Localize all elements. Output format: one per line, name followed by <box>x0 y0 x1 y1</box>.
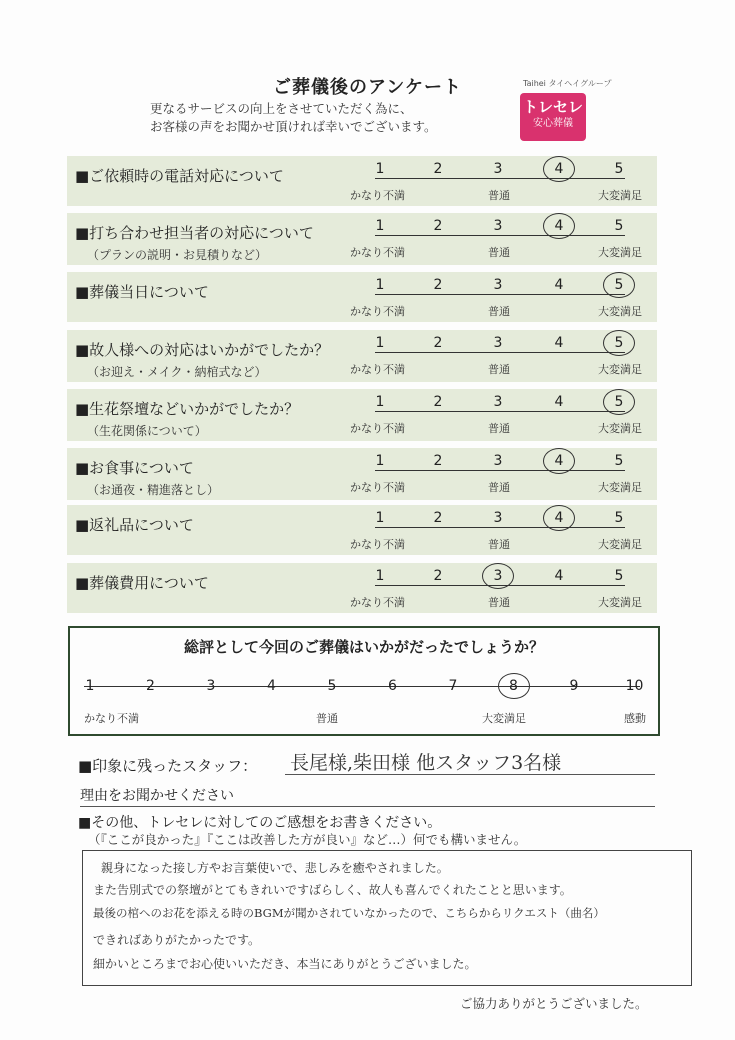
scale-label-mid: 普通 <box>488 596 510 609</box>
scale-number-3[interactable]: 3 <box>493 453 503 469</box>
comment-line-3: 最後の棺へのお花を添える時のBGMが聞かされていなかったので、こちらからリクエスト（曲名） <box>93 906 605 920</box>
overall-label-mid: 普通 <box>316 712 338 725</box>
logo-group-text: Taihei タイヘイグループ <box>523 79 612 88</box>
question-row <box>67 213 657 265</box>
scale-number-4[interactable]: 4 <box>554 568 564 584</box>
logo-main-text: トレセレ <box>522 98 583 116</box>
comment-box <box>82 850 692 986</box>
selected-rating-circle <box>482 563 514 589</box>
scale-label-high: 大変満足 <box>598 363 642 376</box>
scale-line <box>375 411 625 412</box>
scale-line <box>375 235 625 236</box>
overall-number-4[interactable]: 4 <box>267 678 276 694</box>
scale-number-1[interactable]: 1 <box>375 394 385 410</box>
scale-number-4[interactable]: 4 <box>554 277 564 293</box>
selected-rating-circle <box>603 389 635 415</box>
question-label: ■打ち合わせ担当者の対応について <box>75 224 314 242</box>
selected-rating-circle <box>603 330 635 356</box>
scale-number-3[interactable]: 3 <box>493 568 503 584</box>
scale-label-low: かなり不満 <box>350 422 405 435</box>
scale-number-4[interactable]: 4 <box>554 161 564 177</box>
logo-badge <box>520 93 586 141</box>
scale-label-low: かなり不満 <box>350 538 405 551</box>
overall-number-1[interactable]: 1 <box>85 678 95 694</box>
question-row <box>67 389 657 441</box>
comment-line-4: できればありがたかったです。 <box>93 933 261 947</box>
scale-number-2[interactable]: 2 <box>433 277 443 293</box>
overall-label-top: 感動 <box>624 712 646 725</box>
scale-label-mid: 普通 <box>488 305 510 318</box>
scale-number-2[interactable]: 2 <box>433 218 443 234</box>
overall-number-6[interactable]: 6 <box>388 678 397 694</box>
scale-number-2[interactable]: 2 <box>433 394 443 410</box>
scale-number-1[interactable]: 1 <box>375 568 385 584</box>
question-row <box>67 330 657 382</box>
scale-number-5[interactable]: 5 <box>614 218 624 234</box>
scale-label-mid: 普通 <box>488 246 510 259</box>
other-sub: （『ここが良かった』『ここは改善した方が良い』など…）何でも構いません。 <box>88 832 527 847</box>
scale-number-4[interactable]: 4 <box>554 510 564 526</box>
question-label: ■生花祭壇などいかがでしたか？ <box>75 400 300 418</box>
question-sub: （お迎え・メイク・納棺式など） <box>87 365 267 379</box>
question-row <box>67 448 657 500</box>
closing-thanks: ご協力ありがとうございました。 <box>460 996 648 1011</box>
scale-number-5[interactable]: 5 <box>614 277 624 293</box>
question-sub: （生花関係について） <box>87 424 207 438</box>
selected-rating-circle <box>543 448 575 474</box>
overall-number-3[interactable]: 3 <box>206 678 216 694</box>
other-label: ■その他、トレセレに対してのご感想をお書きください。 <box>78 815 442 831</box>
scale-number-4[interactable]: 4 <box>554 394 564 410</box>
overall-number-10[interactable]: 10 <box>625 678 644 694</box>
question-label: ■葬儀当日について <box>75 283 209 301</box>
overall-title: 総評として今回のご葬儀はいかがだったでしょうか？ <box>183 638 544 656</box>
scale-line <box>375 470 625 471</box>
scale-label-mid: 普通 <box>488 481 510 494</box>
reason-label: 理由をお聞かせください <box>80 788 234 804</box>
reason-underline <box>80 806 655 807</box>
question-row <box>67 156 657 206</box>
scale-number-4[interactable]: 4 <box>554 218 564 234</box>
page-title: ご葬儀後のアンケート <box>273 77 462 98</box>
question-row <box>67 563 657 613</box>
overall-label-low: かなり不満 <box>84 712 139 725</box>
scale-number-5[interactable]: 5 <box>614 335 624 351</box>
selected-rating-circle <box>543 505 575 531</box>
scale-number-5[interactable]: 5 <box>614 161 624 177</box>
scale-line <box>375 294 625 295</box>
scale-number-2[interactable]: 2 <box>433 453 443 469</box>
scale-number-1[interactable]: 1 <box>375 335 385 351</box>
scale-label-low: かなり不満 <box>350 189 405 202</box>
question-row <box>67 272 657 322</box>
scale-number-4[interactable]: 4 <box>554 335 564 351</box>
scale-label-high: 大変満足 <box>598 481 642 494</box>
question-sub: （お通夜・精進落とし） <box>87 483 220 497</box>
overall-label-high: 大変満足 <box>482 712 526 725</box>
scale-label-high: 大変満足 <box>598 305 642 318</box>
scale-number-3[interactable]: 3 <box>493 277 503 293</box>
scale-line <box>375 178 625 179</box>
scale-label-mid: 普通 <box>488 538 510 551</box>
scale-number-3[interactable]: 3 <box>493 394 503 410</box>
scale-number-3[interactable]: 3 <box>493 161 503 177</box>
staff-label: ■印象に残ったスタッフ： <box>78 757 258 775</box>
scale-number-1[interactable]: 1 <box>375 453 385 469</box>
scale-label-low: かなり不満 <box>350 305 405 318</box>
scale-label-high: 大変満足 <box>598 422 642 435</box>
scale-label-high: 大変満足 <box>598 596 642 609</box>
scale-label-low: かなり不満 <box>350 596 405 609</box>
overall-selected-circle <box>498 673 530 699</box>
selected-rating-circle <box>543 213 575 239</box>
scale-number-3[interactable]: 3 <box>493 218 503 234</box>
overall-number-5[interactable]: 5 <box>327 678 337 694</box>
scale-label-mid: 普通 <box>488 422 510 435</box>
question-label: ■ご依頼時の電話対応について <box>75 167 284 185</box>
brand-logo <box>520 78 612 144</box>
scale-label-high: 大変満足 <box>598 538 642 551</box>
intro-line-2: お客様の声をお聞かせ頂ければ幸いでございます。 <box>150 119 437 134</box>
scale-number-4[interactable]: 4 <box>554 453 564 469</box>
question-label: ■葬儀費用について <box>75 574 209 592</box>
overall-scale-line <box>84 686 640 687</box>
scale-number-5[interactable]: 5 <box>614 510 624 526</box>
overall-number-2[interactable]: 2 <box>146 678 155 694</box>
scale-number-2[interactable]: 2 <box>433 568 443 584</box>
scale-number-1[interactable]: 1 <box>375 510 385 526</box>
logo-group <box>520 78 612 89</box>
overall-number-8[interactable]: 8 <box>509 678 518 694</box>
scale-label-low: かなり不満 <box>350 246 405 259</box>
question-sub: （プランの説明・お見積りなど） <box>87 248 268 262</box>
scale-label-low: かなり不満 <box>350 363 405 376</box>
overall-rating-box <box>68 626 660 736</box>
question-label: ■返礼品について <box>75 516 194 534</box>
comment-line-5: 細かいところまでお心使いいただき、本当にありがとうございました。 <box>93 957 477 971</box>
staff-underline <box>285 774 655 775</box>
scale-number-3[interactable]: 3 <box>493 335 503 351</box>
scale-number-5[interactable]: 5 <box>614 394 624 410</box>
scale-number-5[interactable]: 5 <box>614 568 624 584</box>
comment-line-2: また告別式での祭壇がとてもきれいですばらしく、故人も喜んでくれたことと思います。 <box>93 883 572 897</box>
logo-sub-text: 安心葬儀 <box>533 118 573 129</box>
overall-number-7[interactable]: 7 <box>448 678 458 694</box>
scale-number-1[interactable]: 1 <box>375 161 385 177</box>
comment-line-1: 親身になった接し方やお言葉使いで、悲しみを癒やされました。 <box>101 861 449 875</box>
question-label: ■故人様への対応はいかがでしたか？ <box>75 341 330 359</box>
scale-number-5[interactable]: 5 <box>614 453 624 469</box>
intro-line-1: 更なるサービスの向上をさせていただく為に、 <box>150 101 413 116</box>
scale-label-mid: 普通 <box>488 363 510 376</box>
scale-line <box>375 352 625 353</box>
question-label: ■お食事について <box>75 459 194 477</box>
intro-text <box>150 100 437 136</box>
selected-rating-circle <box>603 272 635 298</box>
question-row <box>67 505 657 555</box>
scale-number-2[interactable]: 2 <box>433 335 443 351</box>
scale-number-1[interactable]: 1 <box>375 277 385 293</box>
scale-label-high: 大変満足 <box>598 189 642 202</box>
selected-rating-circle <box>543 156 575 182</box>
scale-label-mid: 普通 <box>488 189 510 202</box>
scale-label-low: かなり不満 <box>350 481 405 494</box>
scale-number-2[interactable]: 2 <box>433 510 443 526</box>
scale-number-1[interactable]: 1 <box>375 218 385 234</box>
scale-label-high: 大変満足 <box>598 246 642 259</box>
overall-number-9[interactable]: 9 <box>569 678 579 694</box>
scale-line <box>375 527 625 528</box>
scale-number-3[interactable]: 3 <box>493 510 503 526</box>
scale-number-2[interactable]: 2 <box>433 161 443 177</box>
staff-answer: 長尾様,柴田様 他スタッフ3名様 <box>290 752 562 774</box>
